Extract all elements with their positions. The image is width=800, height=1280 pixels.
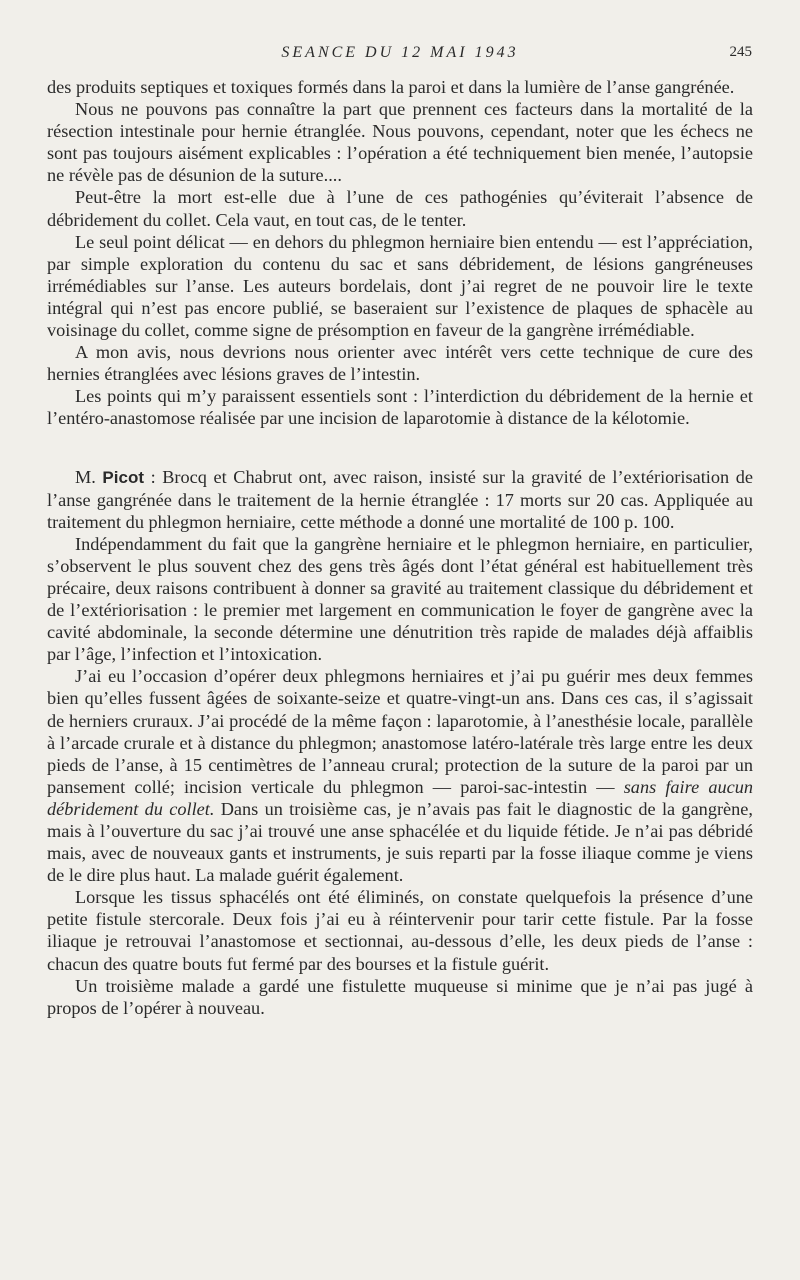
body-text bbox=[47, 76, 753, 1019]
speaker-paragraph bbox=[47, 466, 753, 533]
paragraph: Les points qui m’y paraissent essentiels sont : l’interdiction du débridement de la hernie et l’entéro-anastomose réalisée par une incision de laparotomie à distance de la kélotomie. bbox=[47, 386, 753, 429]
section-gap bbox=[47, 430, 753, 466]
running-title: SEANCE DU 12 MAI 1943 bbox=[281, 44, 519, 61]
paragraph: Nous ne pouvons pas connaître la part que prennent ces facteurs dans la mortalité de la résection intestinale pour hernie étranglée. Nous pouvons, cependant, noter que les échecs ne sont pas toujours aisément explicables : l’opération a été techniquement bien menée, l’autopsie ne révèle pas de désunion de la suture.... bbox=[47, 99, 753, 186]
paragraph: Le seul point délicat — en dehors du phlegmon herniaire bien entendu — est l’appréciation, par simple exploration du contenu du sac et sans débridement, de lésions gangréneuses irrémédiables sur l’anse. Les auteurs bordelais, dont j’ai regret de ne pouvoir lire le texte intégral qui n’est pas encore publié, se baseraient sur l’existence de plaques de sphacèle au voisinage du collet, comme signe de présomption en faveur de la gangrène irrémédiable. bbox=[47, 231, 753, 341]
paragraph: Un troisième malade a gardé une fistulette muqueuse si minime que je n’ai pas jugé à propos de l’opérer à nouveau. bbox=[47, 975, 753, 1018]
paragraph: Indépendamment du fait que la gangrène herniaire et le phlegmon herniaire, en particulier, s’observent le plus souvent chez des gens très âgés dont l’état général est habituellement très précaire, deux raisons contribuent à donner sa gravité au traitement classique du débridement et de l’extériorisation : le premier met largement en communication le foyer de gangrène avec la cavité abdominale, la seconde détermine une dénutrition très rapide de malades déjà affaiblis par l’âge, l’infection et l’intoxication. bbox=[47, 533, 753, 665]
speaker-prefix: M. bbox=[75, 466, 103, 487]
paragraph: des produits septiques et toxiques formés dans la paroi et dans la lumière de l’anse gangrénée. bbox=[47, 77, 735, 97]
page-header bbox=[0, 44, 800, 68]
paragraph bbox=[47, 665, 753, 886]
paragraph-text: J’ai eu l’occasion d’opérer deux phlegmons herniaires et j’ai pu guérir mes deux femmes bien qu’elles fussent âgées de soixante-seize et quatre-vingt-un ans. Dans ces cas, il s’agissait de herniers cruraux. J’ai procédé de la même façon : laparotomie, à l’anesthésie locale, parallèle à l’arcade crurale et à distance du phlegmon; anastomose latéro-latérale très large entre les deux pieds de l’anse, à 15 centimètres de l’anneau crural; protection de la suture de la paroi par un pansement collé; incision verticale du phlegmon — paroi-sac-intestin — bbox=[47, 666, 753, 797]
italic-phrase: sans faire aucun débridement du collet. bbox=[47, 776, 753, 819]
page-number: 245 bbox=[729, 44, 752, 60]
paragraph-text: Dans un troisième cas, je n’avais pas fait le diagnostic de la gangrène, mais à l’ouverture du sac j’ai trouvé une anse sphacélée et du liquide fétide. Je n’ai pas débridé mais, avec de nouveaux gants et instruments, je suis reparti par la fosse iliaque comme je viens de le dire plus haut. La malade guérit également. bbox=[47, 798, 753, 886]
paragraph: A mon avis, nous devrions nous orienter avec intérêt vers cette technique de cure des hernies étranglées avec lésions graves de l’intestin. bbox=[47, 342, 753, 385]
speaker-text: : Brocq et Chabrut ont, avec raison, insisté sur la gravité de l’extériorisation de l’anse gangrénée dans le traitement de la hernie étranglée : 17 morts sur 20 cas. Appliquée au traitement du phlegmon herniaire, cette méthode a donné une mortalité de 100 p. 100. bbox=[47, 466, 753, 532]
paragraph: Peut-être la mort est-elle due à l’une de ces pathogénies qu’éviterait l’absence de débridement du collet. Cela vaut, en tout cas, de le tenter. bbox=[47, 187, 753, 230]
paragraph: Lorsque les tissus sphacélés ont été éliminés, on constate quelquefois la présence d’une petite fistule stercorale. Deux fois j’ai eu à réintervenir pour tarir cette fistule. Par la fosse iliaque je retrouvai l’anastomose et sectionnai, au-dessous d’elle, les deux pieds de l’anse : chacun des quatre bouts fut fermé par des bourses et la fistule guérit. bbox=[47, 887, 753, 974]
speaker-name: Picot bbox=[102, 467, 144, 487]
